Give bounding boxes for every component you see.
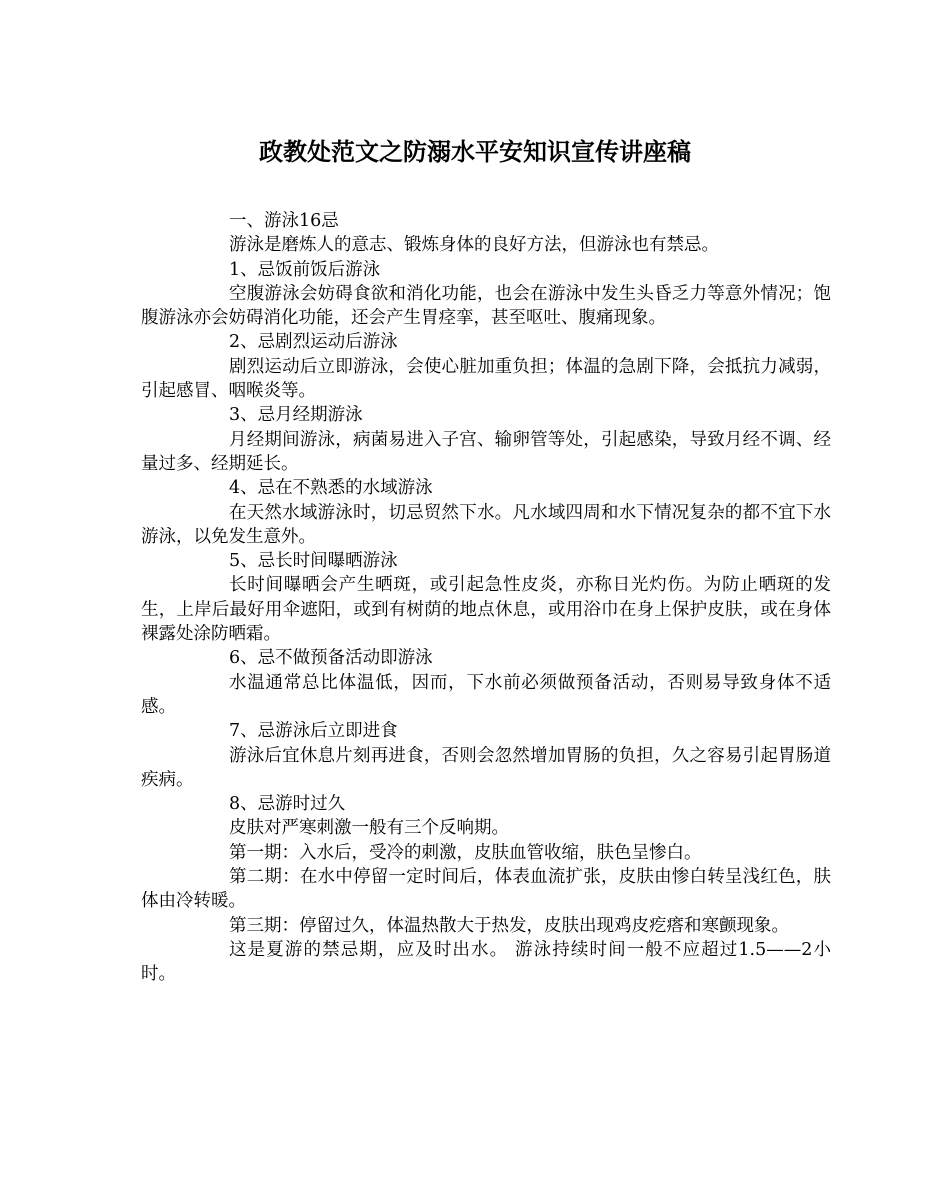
body-paragraph: 长时间曝晒会产生晒斑，或引起急性皮炎，亦称日光灼伤。为防止晒斑的发生，上岸后最好用伞遮阳，或到有树荫的地点休息，或用浴巾在身上保护皮肤，或在身体裸露处涂防晒霜。 xyxy=(141,575,831,645)
body-paragraph: 第一期：入水后，受冷的刺激，皮肤血管收缩，肤色呈惨白。 xyxy=(229,842,702,863)
body-paragraph: 水温通常总比体温低，因而，下水前必须做预备活动，否则易导致身体不适感。 xyxy=(141,672,831,717)
body-paragraph: 这是夏游的禁忌期，应及时出水。 游泳持续时间一般不应超过1.5——2小时。 xyxy=(141,939,831,985)
item-heading: 6、忌不做预备活动即游泳 xyxy=(229,648,433,669)
item-heading: 5、忌长时间曝晒游泳 xyxy=(229,551,398,572)
item-heading: 3、忌月经期游泳 xyxy=(229,405,363,426)
body-paragraph: 游泳是磨炼人的意志、锻炼身体的良好方法，但游泳也有禁忌。 xyxy=(229,235,719,256)
document-body xyxy=(141,209,831,987)
item-heading: 2、忌剧烈运动后游泳 xyxy=(229,332,398,353)
body-paragraph: 在天然水域游泳时，切忌贸然下水。凡水域四周和水下情况复杂的都不宜下水游泳，以免发生意外。 xyxy=(141,502,831,547)
body-paragraph: 剧烈运动后立即游泳，会使心脏加重负担；体温的急剧下降，会抵抗力减弱，引起感冒、咽喉炎等。 xyxy=(141,356,831,402)
body-paragraph: 空腹游泳会妨碍食欲和消化功能，也会在游泳中发生头昏乏力等意外情况；饱腹游泳亦会妨碍消化功能，还会产生胃痉挛，甚至呕吐、腹痛现象。 xyxy=(141,283,831,329)
section-heading: 一、游泳16忌 xyxy=(229,211,339,231)
body-paragraph: 皮肤对严寒刺激一般有三个反响期。 xyxy=(229,818,509,839)
body-paragraph: 第三期：停留过久，体温热散大于热发，皮肤出现鸡皮疙瘩和寒颤现象。 xyxy=(229,915,789,936)
body-paragraph: 第二期：在水中停留一定时间后，体表血流扩张，皮肤由惨白转呈浅红色，肤体由冷转暖。 xyxy=(141,867,831,912)
item-heading: 4、忌在不熟悉的水域游泳 xyxy=(229,478,433,499)
item-heading: 7、忌游泳后立即进食 xyxy=(229,721,398,742)
item-heading: 8、忌游时过久 xyxy=(229,794,346,815)
body-paragraph: 月经期间游泳，病菌易进入子宫、输卵管等处，引起感染，导致月经不调、经量过多、经期延长。 xyxy=(141,429,831,474)
body-paragraph: 游泳后宜休息片刻再进食，否则会忽然增加胃肠的负担，久之容易引起胃肠道疾病。 xyxy=(141,745,831,790)
item-heading: 1、忌饭前饭后游泳 xyxy=(229,259,381,280)
document-title: 政教处范文之防溺水平安知识宣传讲座稿 xyxy=(259,137,691,166)
